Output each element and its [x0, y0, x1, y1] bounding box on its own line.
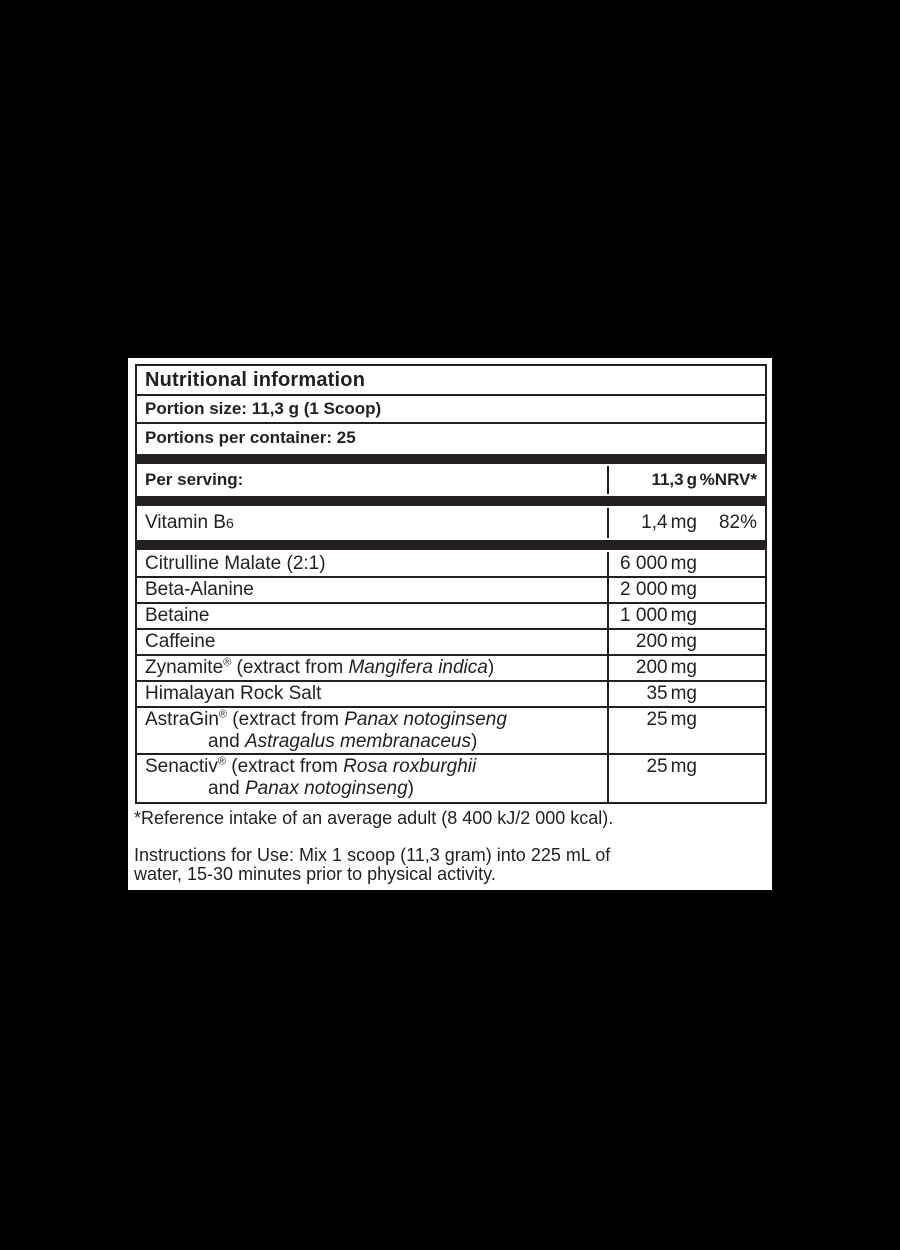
amount-unit: mg: [670, 631, 697, 652]
separator-bar: [137, 454, 765, 464]
instructions-line1: Instructions for Use: Mix 1 scoop (11,3 gram) into 225 mL of: [134, 845, 611, 865]
per-serving-label: Per serving:: [145, 470, 244, 489]
ingredient-text: (extract from: [225, 756, 344, 777]
amount-value: 11,3: [651, 470, 684, 489]
nutrition-table: [135, 364, 767, 804]
ingredient-name: Betaine: [145, 605, 210, 626]
amount-number: 6 000: [620, 553, 668, 574]
amount-number: 25: [646, 709, 668, 730]
ingredient-values: [607, 682, 765, 706]
amount-value: [609, 605, 697, 627]
registered-trademark-symbol: ®: [218, 708, 228, 721]
per-serving-header-row: [137, 466, 765, 494]
ingredient-text: ): [470, 731, 478, 752]
species-name: Mangifera indica: [348, 657, 488, 678]
amount-value: [609, 683, 697, 705]
ingredient-name: Himalayan Rock Salt: [145, 683, 322, 704]
ingredient-row-himalayan-rock-salt: [137, 682, 765, 708]
ingredient-row-zynamite: [137, 656, 765, 682]
ingredient-brand: Senactiv: [145, 756, 218, 777]
ingredient-name: Beta-Alanine: [145, 579, 254, 600]
ingredient-text: and: [208, 731, 245, 752]
column-header-amount: [609, 470, 697, 490]
ingredient-values: [607, 708, 765, 753]
amount-unit: mg: [670, 683, 697, 704]
amount-number: 35: [646, 683, 668, 704]
ingredient-name: Citrulline Malate (2:1): [145, 553, 326, 574]
separator-bar: [137, 540, 765, 550]
label-title: Nutritional information: [145, 368, 366, 391]
amount-unit: mg: [670, 605, 697, 626]
species-name: Panax notoginseng: [344, 709, 507, 730]
ingredient-values: [607, 604, 765, 628]
ingredient-text: (extract from: [231, 657, 349, 678]
ingredient-name-line2: [145, 731, 607, 753]
portion-size-row: [137, 396, 765, 424]
portions-per-container-row: [137, 424, 765, 452]
amount-number: 25: [646, 756, 668, 777]
amount-number: 200: [635, 657, 668, 678]
ingredient-name: [137, 755, 607, 800]
amount-value: [609, 553, 697, 575]
registered-trademark-symbol: ®: [217, 755, 226, 768]
instructions-line2: water, 15-30 minutes prior to physical activity.: [134, 864, 496, 884]
ingredient-values: [607, 630, 765, 654]
ingredient-name: [137, 512, 607, 534]
portion-size-text: Portion size: 11,3 g (1 Scoop): [145, 399, 382, 418]
species-name: Panax notoginseng: [244, 778, 408, 799]
amount-unit: mg: [670, 512, 697, 533]
column-header-nrv: %NRV*: [699, 470, 757, 489]
amount-number: 2 000: [620, 579, 668, 600]
amount-unit: g: [686, 470, 697, 489]
amount-number: 1 000: [620, 605, 668, 626]
species-name: Astragalus membranaceus: [244, 731, 471, 752]
ingredient-values: [607, 656, 765, 680]
species-name: Rosa roxburghii: [343, 756, 477, 777]
vitamin-b6-subscript: 6: [225, 515, 234, 531]
amount-value: [609, 579, 697, 601]
ingredient-name-line1: [145, 756, 607, 778]
separator-bar: [137, 496, 765, 506]
ingredient-text: ): [487, 657, 495, 678]
ingredient-values: [607, 755, 765, 802]
amount-unit: mg: [670, 579, 697, 600]
vitamin-b6-row: [137, 508, 765, 538]
amount-number: 1,4: [641, 512, 668, 533]
ingredient-name-line1: [145, 709, 607, 731]
amount-number: 200: [635, 631, 668, 652]
nutrition-label: [128, 358, 772, 890]
ingredient-row-betaine: [137, 604, 765, 630]
amount-value: [609, 756, 697, 778]
ingredient-values: [607, 578, 765, 602]
amount-unit: mg: [670, 756, 697, 777]
per-serving-values: [607, 466, 765, 494]
ingredient-text: ): [407, 778, 414, 799]
reference-intake-footnote: *Reference intake of an average adult (8 400 kJ/2 000 kcal).: [134, 808, 614, 828]
ingredient-name: [137, 657, 607, 679]
ingredient-text: and: [208, 778, 245, 799]
amount-unit: mg: [670, 553, 697, 574]
amount-unit: mg: [670, 657, 697, 678]
ingredient-row-senactiv: [137, 755, 765, 802]
ingredient-brand: AstraGin: [145, 709, 219, 730]
ingredient-text: (extract from: [227, 709, 345, 730]
ingredient-row-caffeine: [137, 630, 765, 656]
amount-value: [609, 709, 697, 731]
title-row: [137, 366, 765, 396]
vitamin-values: [607, 508, 765, 538]
ingredient-name: Caffeine: [145, 631, 216, 652]
ingredient-brand: Zynamite: [145, 657, 224, 678]
instructions-for-use: [134, 846, 610, 884]
registered-trademark-symbol: ®: [223, 657, 232, 669]
nrv-value: 82%: [718, 512, 757, 533]
ingredient-row-astragin: [137, 708, 765, 755]
ingredient-name-line2: [145, 778, 607, 800]
ingredient-name: [137, 708, 607, 753]
amount-value: [609, 657, 697, 679]
amount-unit: mg: [670, 709, 697, 730]
ingredient-values: [607, 552, 765, 576]
ingredient-row-beta-alanine: [137, 578, 765, 604]
amount-value: [609, 631, 697, 653]
portions-per-container-text: Portions per container: 25: [145, 428, 356, 447]
vitamin-name: Vitamin B: [145, 512, 226, 533]
amount-value: [609, 512, 697, 534]
ingredient-row-citrulline-malate: [137, 552, 765, 578]
